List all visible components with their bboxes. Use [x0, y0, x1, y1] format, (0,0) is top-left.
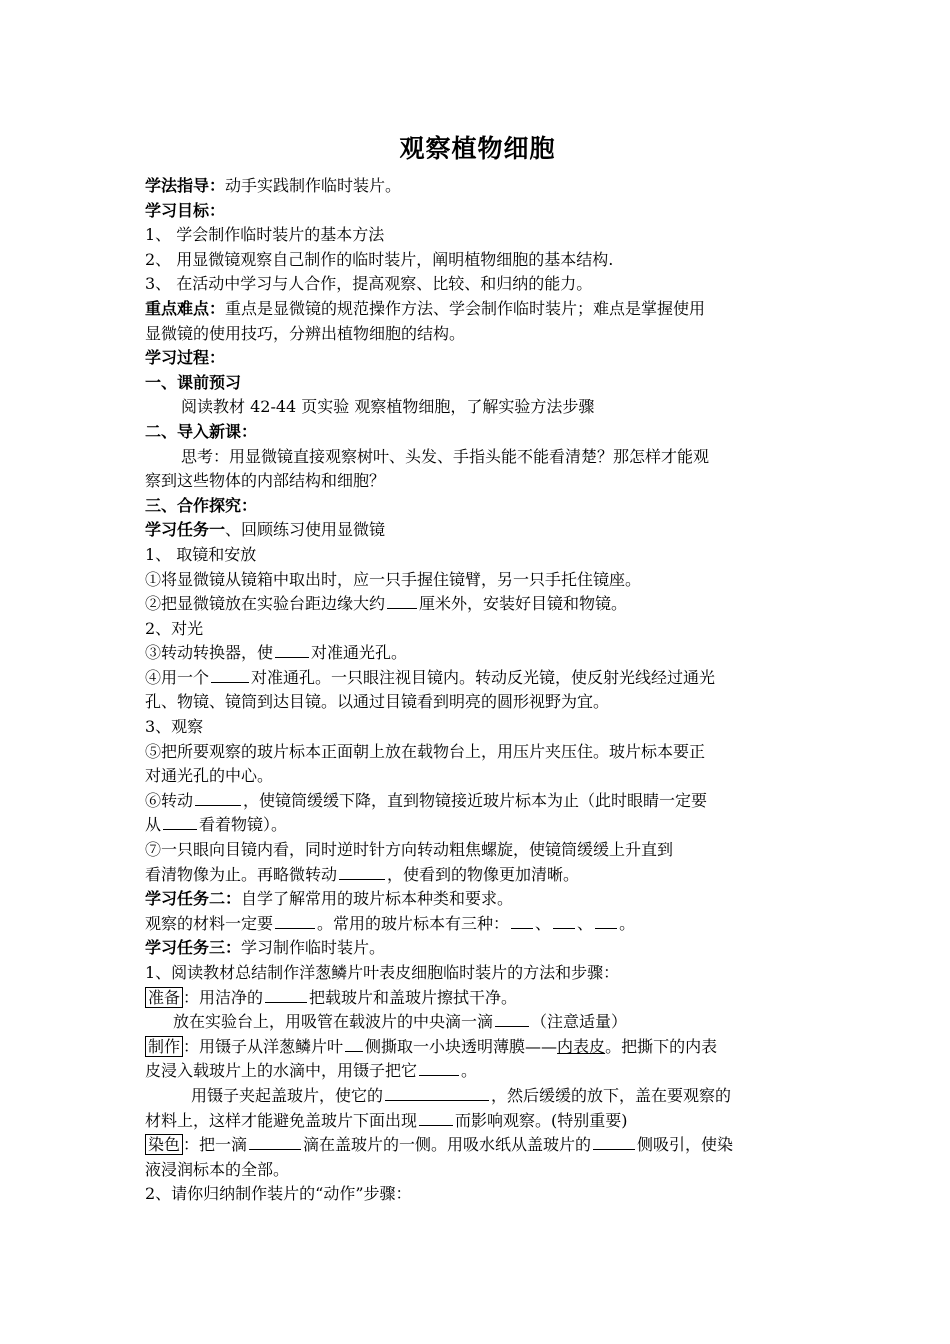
cover-line	[145, 1084, 810, 1109]
make-line-cont	[145, 1059, 810, 1084]
intro-text: 思考：用显微镜直接观察树叶、头发、手指头能不能看清楚？那怎样才能观	[181, 446, 710, 466]
fill-blank[interactable]	[211, 666, 249, 683]
step-5: ⑤把所要观察的玻片标本正面朝上放在载物台上，用压片夹压住。玻片标本要正	[145, 741, 706, 761]
underlined-term: 内表皮	[557, 1036, 606, 1056]
step-text: ⑥转动	[145, 790, 194, 810]
step-text: ：用镊子从洋葱鳞片叶	[183, 1036, 344, 1056]
step-7: ⑦一只眼向目镜内看，同时逆时针方向转动粗焦螺旋，使镜筒缓缓上升直到	[145, 840, 674, 860]
guide-line	[145, 174, 810, 199]
task1-text: 、回顾练习使用显微镜	[225, 520, 386, 540]
step-text: ，然后缓缓的放下，盖在要观察的	[491, 1085, 732, 1105]
step-text: 厘米外，安装好目镜和物镜。	[419, 594, 628, 614]
fill-blank[interactable]	[345, 1035, 363, 1052]
step-1: ①将显微镜从镜箱中取出时，应一只手握住镜臂，另一只手托住镜座。	[145, 569, 642, 589]
step-text: 用镊子夹起盖玻片，使它的	[191, 1085, 384, 1105]
step-3	[145, 641, 810, 666]
key-text: 重点是显微镜的规范操作方法、学会制作临时装片；难点是掌握使用	[225, 298, 706, 318]
step-text: ，使镜筒缓缓下降，直到物镜接近玻片标本为止（此时眼睛一定要	[243, 790, 708, 810]
fill-blank[interactable]	[595, 912, 617, 929]
task1-label: 学习任务一	[145, 520, 226, 540]
step-6-cont	[145, 813, 810, 838]
step-text: 看清物像为止。再略微转动	[145, 864, 338, 884]
fill-blank[interactable]	[495, 1010, 529, 1027]
stain-line-cont: 液浸润标本的全部。	[145, 1159, 290, 1179]
task2-text: 自学了解常用的玻片标本种类和要求。	[241, 889, 514, 909]
fill-blank[interactable]	[419, 1109, 453, 1126]
fill-blank[interactable]	[275, 912, 315, 929]
goal-item: 3、 在活动中学习与人合作，提高观察、比较、和归纳的能力。	[145, 274, 593, 294]
step-text: 。	[461, 1061, 478, 1081]
key-line	[145, 297, 810, 322]
document-title: 观察植物细胞	[399, 134, 556, 163]
step-text: 而影响观察。(特别重要)	[455, 1110, 628, 1130]
step-text: 对准通光孔。	[311, 643, 408, 663]
step-text: 对准通孔。一只眼注视目镜内。转动反光镜，使反射光线经过通光	[251, 667, 716, 687]
step-4	[145, 666, 810, 691]
make-line	[145, 1035, 810, 1060]
fill-blank[interactable]	[249, 1133, 301, 1150]
process-label: 学习过程：	[145, 348, 226, 368]
step-2	[145, 592, 810, 617]
task3-line-2: 2、请你归纳制作装片的“动作”步骤：	[145, 1184, 412, 1204]
guide-text: 动手实践制作临时装片。	[225, 176, 402, 195]
step-text: ：用洁净的	[183, 987, 264, 1007]
fill-blank[interactable]	[339, 863, 385, 880]
prep-line	[145, 986, 810, 1011]
step-text: ：把一滴	[183, 1135, 248, 1155]
section-heading: 三、合作探究：	[145, 495, 258, 515]
key-label: 重点难点：	[145, 298, 226, 318]
drop-line	[145, 1010, 810, 1035]
guide-label: 学法指导：	[145, 176, 226, 195]
fill-blank[interactable]	[163, 813, 197, 830]
task1-heading	[145, 518, 810, 543]
task2-line	[145, 912, 810, 937]
make-label: 制作	[145, 1036, 183, 1057]
fill-blank[interactable]	[419, 1059, 459, 1076]
key-text-cont: 显微镜的使用技巧，分辨出植物细胞的结构。	[145, 323, 466, 343]
step-text: 材料上，这样才能避免盖玻片下面出现	[145, 1110, 418, 1130]
fill-blank[interactable]	[275, 641, 309, 658]
fill-blank[interactable]	[385, 1084, 489, 1101]
task3-text: 学习制作临时装片。	[241, 938, 386, 958]
sub-heading: 3、观察	[145, 717, 204, 737]
step-text: 放在实验台上，用吸管在载波片的中央滴一滴	[173, 1012, 494, 1032]
end-mark: 。	[619, 913, 636, 933]
fill-blank[interactable]	[195, 789, 241, 806]
step-text: 观察的材料一定要	[145, 913, 274, 933]
task3-label: 学习任务三：	[145, 938, 242, 958]
step-4-cont: 孔、物镜、镜筒到达目镜。以通过目镜看到明亮的圆形视野为宜。	[145, 692, 610, 712]
cover-line-cont	[145, 1109, 810, 1134]
step-text: ，使看到的物像更加清晰。	[387, 864, 580, 884]
step-text: （注意适量）	[531, 1012, 628, 1032]
separator: 、	[577, 913, 594, 933]
section-heading: 二、导入新课：	[145, 421, 258, 441]
fill-blank[interactable]	[553, 912, 575, 929]
step-6	[145, 789, 810, 814]
step-text: ④用一个	[145, 667, 210, 687]
step-text: 看着物镜）。	[199, 815, 288, 835]
fill-blank[interactable]	[265, 986, 307, 1003]
step-text: 把载玻片和盖玻片擦拭干净。	[309, 987, 518, 1007]
section-heading: 一、课前预习	[145, 372, 242, 392]
step-5-cont: 对通光孔的中心。	[145, 766, 274, 786]
step-text: ②把显微镜放在实验台距边缘大约	[145, 594, 386, 614]
task2-label: 学习任务二：	[145, 889, 242, 909]
sub-heading: 1、 取镜和安放	[145, 544, 257, 564]
step-7-cont	[145, 863, 810, 888]
goals-label: 学习目标：	[145, 200, 226, 220]
goal-item: 2、 用显微镜观察自己制作的临时装片，阐明植物细胞的基本结构.	[145, 249, 614, 269]
task3-line-1: 1、阅读教材总结制作洋葱鳞片叶表皮细胞临时装片的方法和步骤：	[145, 963, 620, 982]
task3-heading	[145, 936, 810, 961]
preview-text: 阅读教材 42-44 页实验 观察植物细胞，了解实验方法步骤	[181, 397, 595, 417]
sub-heading: 2、对光	[145, 618, 204, 638]
separator: 、	[535, 913, 552, 933]
step-text: 从	[145, 815, 162, 835]
step-text: 。常用的玻片标本有三种：	[317, 913, 510, 933]
step-text: 。把撕下的内表	[605, 1036, 718, 1056]
step-text: 皮浸入载玻片上的水滴中，用镊子把它	[145, 1061, 418, 1081]
task2-heading	[145, 887, 810, 912]
fill-blank[interactable]	[593, 1133, 635, 1150]
fill-blank[interactable]	[511, 912, 533, 929]
goal-item: 1、 学会制作临时装片的基本方法	[145, 225, 385, 245]
prep-label: 准备	[145, 987, 183, 1008]
document-page	[145, 130, 810, 1207]
stain-line	[145, 1133, 810, 1158]
fill-blank[interactable]	[387, 592, 417, 609]
step-text: 侧撕取一小块透明薄膜——	[365, 1036, 558, 1056]
step-text: ③转动转换器，使	[145, 643, 274, 663]
intro-text-cont: 察到这些物体的内部结构和细胞？	[145, 471, 386, 491]
step-text: 侧吸引，使染	[637, 1135, 734, 1155]
stain-label: 染色	[145, 1134, 183, 1155]
step-text: 滴在盖玻片的一侧。用吸水纸从盖玻片的	[303, 1135, 592, 1155]
